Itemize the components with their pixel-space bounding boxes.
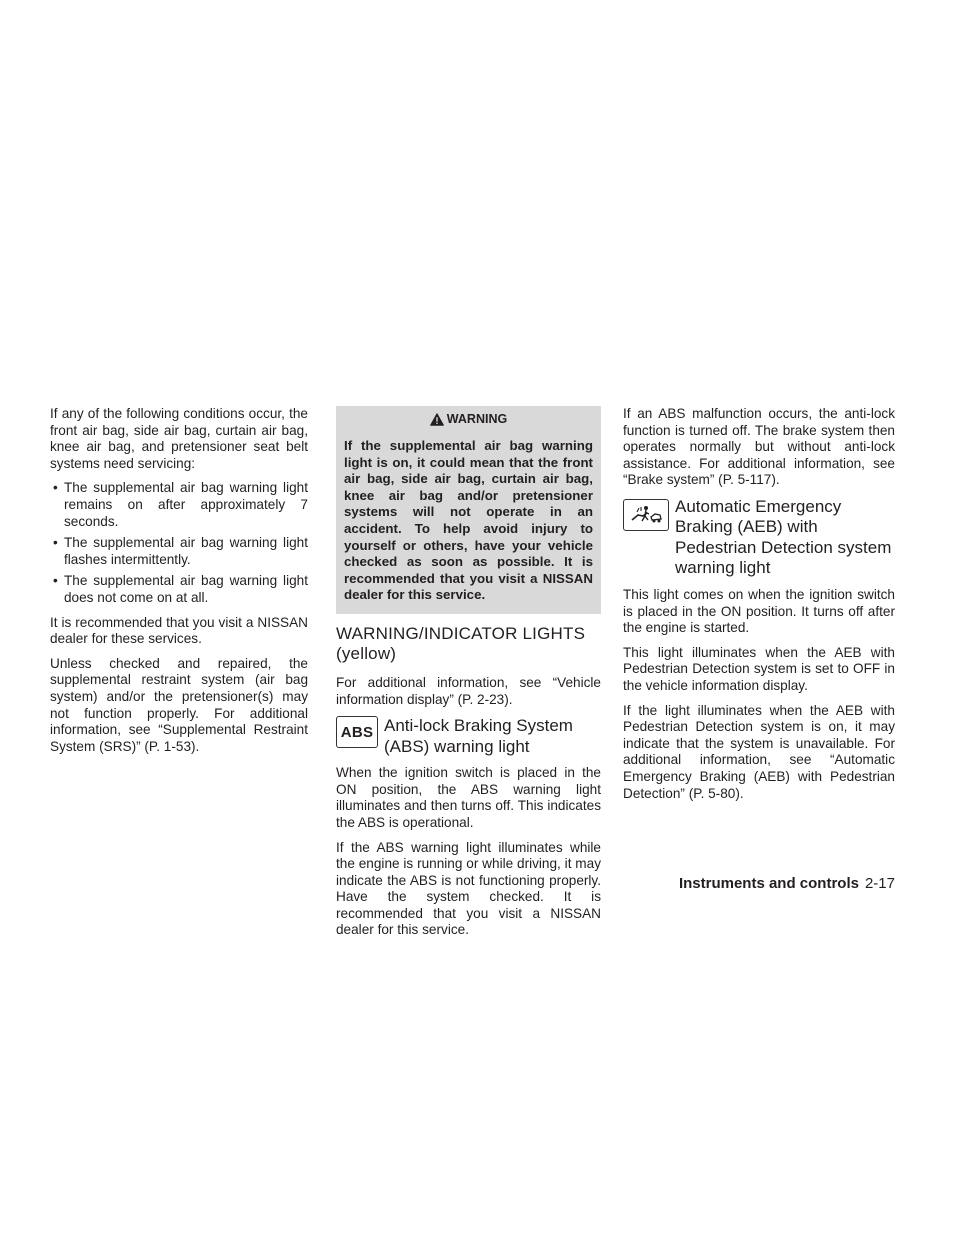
page-footer bbox=[670, 875, 895, 892]
dealer-paragraph: It is recommended that you visit a NISSAN dealer for these services. bbox=[50, 614, 308, 647]
section-title: WARNING/INDICATOR LIGHTS (yellow) bbox=[336, 623, 586, 664]
aeb-paragraph-2: This light illuminates when the AEB with Pedestrian Detection system is set to OFF in the vehicle information display. bbox=[623, 644, 895, 693]
page-number: 2-17 bbox=[864, 875, 895, 892]
srs-paragraph: Unless checked and repaired, the supplemental restraint system (air bag system) and/or the pretensioner(s) may not function properly. For additional information, see “Supplemental Restraint System (SRS)” (P. 1-53). bbox=[50, 655, 308, 754]
warning-triangle-icon bbox=[430, 413, 444, 426]
intro-paragraph: If any of the following conditions occur, the front air bag, side air bag, curtain air bag, knee air bag, and pretensioner seat belt systems need servicing: bbox=[50, 406, 308, 471]
conditions-list bbox=[50, 480, 308, 606]
section-intro: For additional information, see “Vehicle information display” (P. 2-23). bbox=[336, 674, 601, 707]
list-item: • The supplemental air bag warning light flashes intermittently. bbox=[50, 535, 308, 568]
abs-paragraph-2: If the ABS warning light illuminates while the engine is running or while driving, it may indicate the ABS is not functioning properly. Have the system checked. It is recommended that you visit a NISSAN dealer for this service. bbox=[336, 839, 601, 938]
abs-paragraph-1: When the ignition switch is placed in the ON position, the ABS warning light illuminates and then turns off. This indicates the ABS is operational. bbox=[336, 765, 601, 830]
aeb-heading bbox=[623, 497, 895, 579]
abs-warning-icon bbox=[336, 716, 378, 748]
abs-heading bbox=[336, 716, 601, 757]
abs-title: Anti-lock Braking System (ABS) warning light bbox=[384, 716, 573, 756]
footer-section-title: Instruments and controls bbox=[678, 875, 859, 892]
warning-label: WARNING bbox=[446, 412, 508, 426]
warning-box bbox=[336, 406, 601, 614]
warning-text: If the supplemental air bag warning light is on, it could mean that the front air bag, side air bag, curtain air bag, knee air bag and/or pretensioner systems will not operate in an accident. To help avoid injury to yourself or others, have your vehicle checked as soon as possible. It is recommended that you visit a NISSAN dealer for this service. bbox=[344, 438, 593, 603]
aeb-paragraph-3: If the light illuminates when the AEB with Pedestrian Detection system is on, it may indicate that the system is unavailable. For additional information, see “Automatic Emergency Braking (AEB) with Pedestrian Detection” (P. 5-80). bbox=[623, 702, 895, 801]
aeb-warning-icon bbox=[623, 499, 669, 531]
warning-heading bbox=[344, 412, 593, 426]
aeb-paragraph-1: This light comes on when the ignition switch is placed in the ON position. It turns off after the engine is started. bbox=[623, 586, 895, 636]
column-3 bbox=[623, 406, 895, 810]
column-2 bbox=[336, 406, 601, 947]
aeb-title: Automatic Emergency Braking (AEB) with Pedestrian Detection system warning light bbox=[675, 496, 892, 578]
list-item: • The supplemental air bag warning light remains on after approximately 7 seconds. bbox=[50, 480, 308, 530]
list-item: • The supplemental air bag warning light does not come on at all. bbox=[50, 573, 308, 606]
column-1 bbox=[50, 406, 308, 763]
abs-icon-text: ABS bbox=[340, 723, 374, 741]
abs-paragraph-3: If an ABS malfunction occurs, the anti-lock function is turned off. The brake system then operates normally but without anti-lock assistance. For additional information, see “Brake system” (P. 5-117). bbox=[623, 406, 895, 488]
